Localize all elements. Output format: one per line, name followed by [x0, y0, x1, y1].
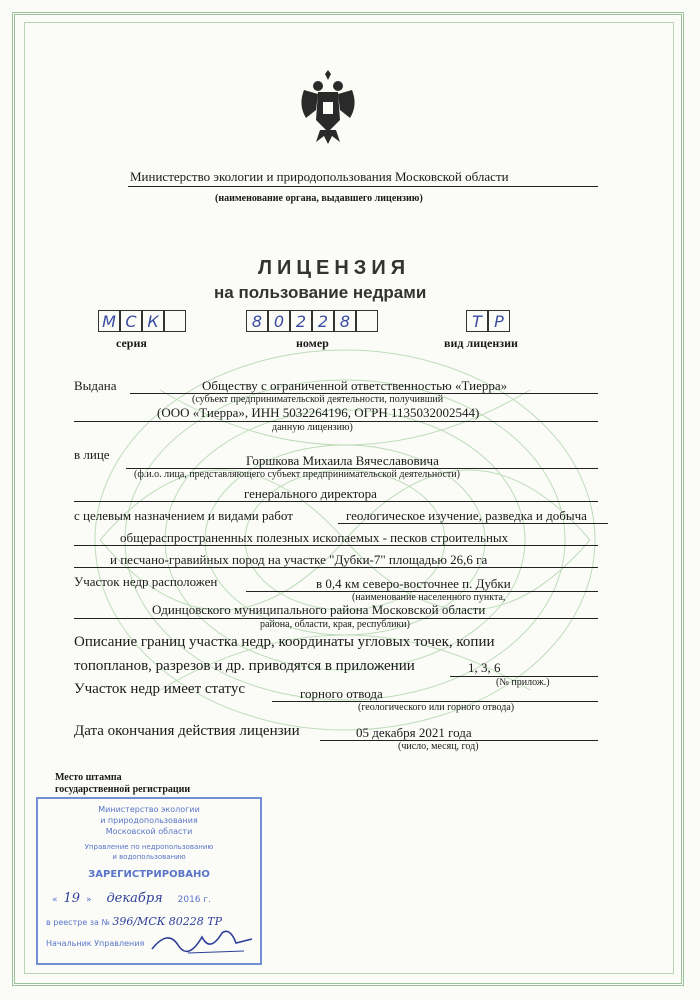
expiry-caption: (число, месяц, год) [398, 741, 479, 752]
license-title: ЛИЦЕНЗИЯ [258, 257, 411, 279]
number-box: 8 [246, 310, 268, 332]
holder-details: (ООО «Тиерра», ИНН 5032264196, ОГРН 1135032002544) [157, 405, 480, 420]
series-box [164, 310, 186, 332]
purpose-line-3: и песчано-гравийных пород на участке "Дубки-7" площадью 26,6 га [110, 552, 488, 567]
number-label: номер [296, 336, 329, 350]
organ-underline [128, 186, 598, 187]
stamp-registry-number: 396/МСК 80228 ТР [112, 915, 222, 928]
registration-stamp [36, 797, 262, 965]
purpose-line-2: общераспространенных полезных ископаемых - песков строительных [120, 530, 509, 545]
organ-caption: (наименование органа, выдавшего лицензию) [215, 193, 423, 204]
stamp-year: 2016 г. [177, 895, 211, 905]
stamp-org-line: Министерство экологии [98, 805, 200, 814]
description-line-2: топопланов, разрезов и др. приводятся в приложении [74, 658, 415, 674]
expiry-label: Дата окончания действия лицензии [74, 723, 300, 739]
purpose-label: с целевым назначением и видами работ [74, 508, 293, 523]
person-position: генерального директора [244, 486, 377, 501]
holder-caption-2: данную лицензию) [272, 422, 353, 433]
district-caption: района, области, края, республики) [260, 619, 410, 630]
number-box: 0 [268, 310, 290, 332]
status-caption: (геологического или горного отвода) [358, 702, 515, 713]
issuing-organ: Министерство экологии и природопользования Московской области [130, 169, 509, 184]
stamp-registry-label: в реестре за № [46, 918, 110, 927]
person-caption: (ф.и.о. лица, представляющего субъект предпринимательской деятельности) [134, 469, 460, 480]
appendix-numbers: 1, 3, 6 [468, 660, 501, 675]
stamp-dept-line: и водопользованию [112, 853, 186, 861]
holder-name: Обществу с ограниченной ответственностью «Тиерра» [202, 378, 508, 393]
issued-label: Выдана [74, 378, 117, 393]
double-headed-eagle-icon [296, 70, 360, 146]
type-label: вид лицензии [444, 336, 518, 350]
stamp-month: декабря [106, 891, 163, 906]
purpose-line-1: геологическое изучение, разведка и добыча [346, 508, 587, 523]
status-label: Участок недр имеет статус [74, 681, 246, 697]
purpose-underline-2 [74, 545, 598, 546]
holder-caption: (субъект предпринимательской деятельности, получивший [192, 394, 444, 405]
series-label: серия [116, 336, 147, 350]
type-box: Т [466, 310, 488, 332]
stamp-dept-line: Управление по недропользованию [84, 843, 214, 851]
purpose-underline-1 [338, 523, 608, 524]
type-box: Р [488, 310, 510, 332]
expiry-date: 05 декабря 2021 года [356, 725, 472, 740]
person-label: в лице [74, 447, 110, 462]
stamp-place-label-2: государственной регистрации [55, 784, 191, 795]
stamp-day: 19 [63, 891, 81, 906]
appendix-caption: (№ прилож.) [496, 677, 550, 688]
person-name: Горшкова Михаила Вячеславовича [246, 453, 439, 468]
location-value: в 0,4 км северо-восточнее п. Дубки [316, 576, 511, 591]
location-district: Одинцовского муниципального района Московской области [152, 602, 486, 617]
purpose-underline-3 [74, 567, 598, 568]
number-box: 2 [312, 310, 334, 332]
stamp-place-label: Место штампа [55, 772, 122, 783]
description-line-1: Описание границ участка недр, координаты угловых точек, копии [74, 634, 495, 650]
stamp-registered: ЗАРЕГИСТРИРОВАНО [88, 869, 210, 880]
number-box: 8 [334, 310, 356, 332]
stamp-date-row: « 19 » декабря 2016 г. [52, 891, 211, 906]
series-box: К [142, 310, 164, 332]
signature-icon [148, 923, 258, 959]
number-box [356, 310, 378, 332]
location-label: Участок недр расположен [74, 574, 218, 589]
stamp-org-line: и природопользования [100, 816, 198, 825]
number-box: 2 [290, 310, 312, 332]
stamp-head-label: Начальник Управления [46, 939, 145, 948]
status-value: горного отвода [300, 686, 383, 701]
position-underline [74, 501, 598, 502]
location-caption: (наименование населенного пункта, [352, 592, 506, 603]
series-box: С [120, 310, 142, 332]
license-subtitle: на пользование недрами [214, 283, 427, 302]
stamp-org-line: Московской области [105, 827, 193, 836]
series-box: М [98, 310, 120, 332]
